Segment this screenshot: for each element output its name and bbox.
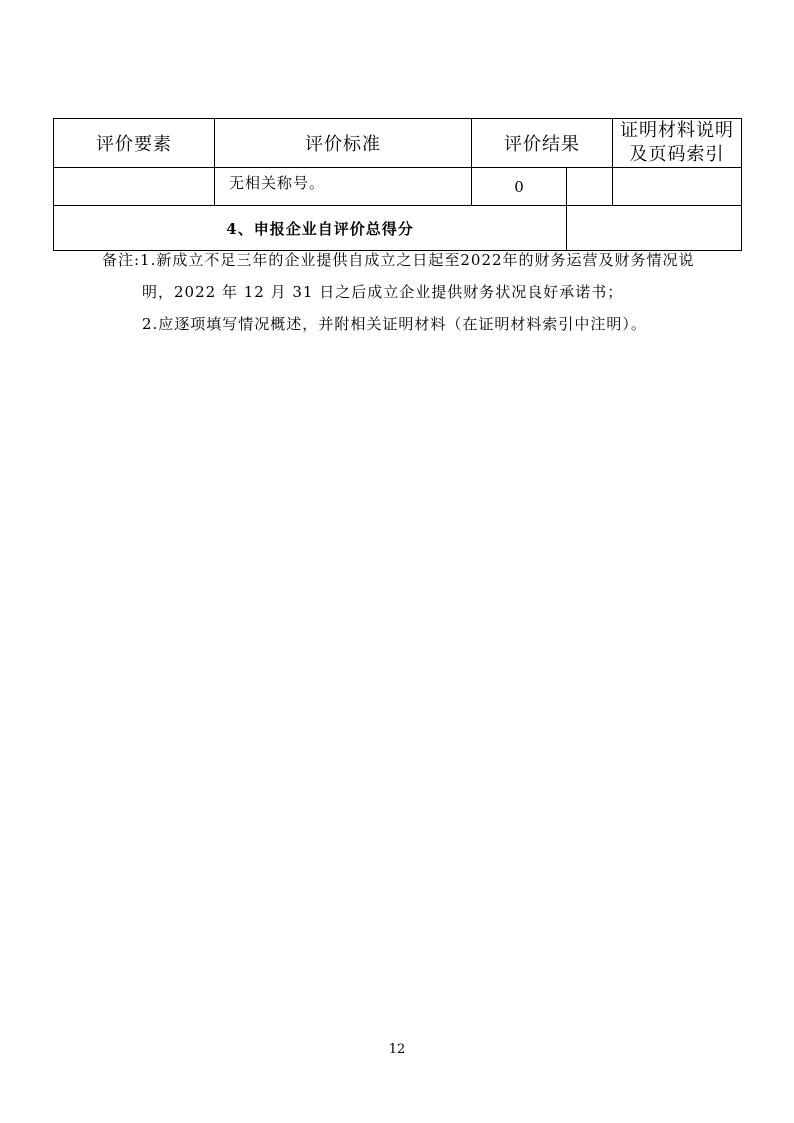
evaluation-table bbox=[53, 118, 742, 251]
note-line-3: 2.应逐项填写情况概述，并附相关证明材料（在证明材料索引中注明）。 bbox=[142, 315, 647, 333]
row-result-extra-cell bbox=[567, 168, 613, 206]
table-header-row bbox=[54, 119, 742, 168]
header-proof bbox=[613, 119, 742, 168]
header-proof-line2: 及页码索引 bbox=[629, 144, 725, 165]
total-score-label: 4、申报企业自评价总得分 bbox=[54, 206, 567, 251]
page-number: 12 bbox=[388, 1042, 406, 1057]
header-proof-line1: 证明材料说明 bbox=[620, 120, 734, 141]
total-score-value bbox=[567, 206, 742, 251]
row-element-cell bbox=[54, 168, 215, 206]
table-row bbox=[54, 168, 742, 206]
header-standard: 评价标准 bbox=[215, 119, 472, 168]
header-element: 评价要素 bbox=[54, 119, 215, 168]
header-result: 评价结果 bbox=[472, 119, 613, 168]
row-standard-cell: 无相关称号。 bbox=[215, 168, 472, 206]
total-score-row bbox=[54, 206, 742, 251]
note-line-2: 明，2022 年 12 月 31 日之后成立企业提供财务状况良好承诺书； bbox=[142, 283, 624, 301]
note-line-1: 备注:1.新成立不足三年的企业提供自成立之日起至2022年的财务运营及财务情况说 bbox=[102, 251, 695, 269]
row-proof-cell bbox=[613, 168, 742, 206]
row-result-cell: 0 bbox=[472, 168, 567, 206]
